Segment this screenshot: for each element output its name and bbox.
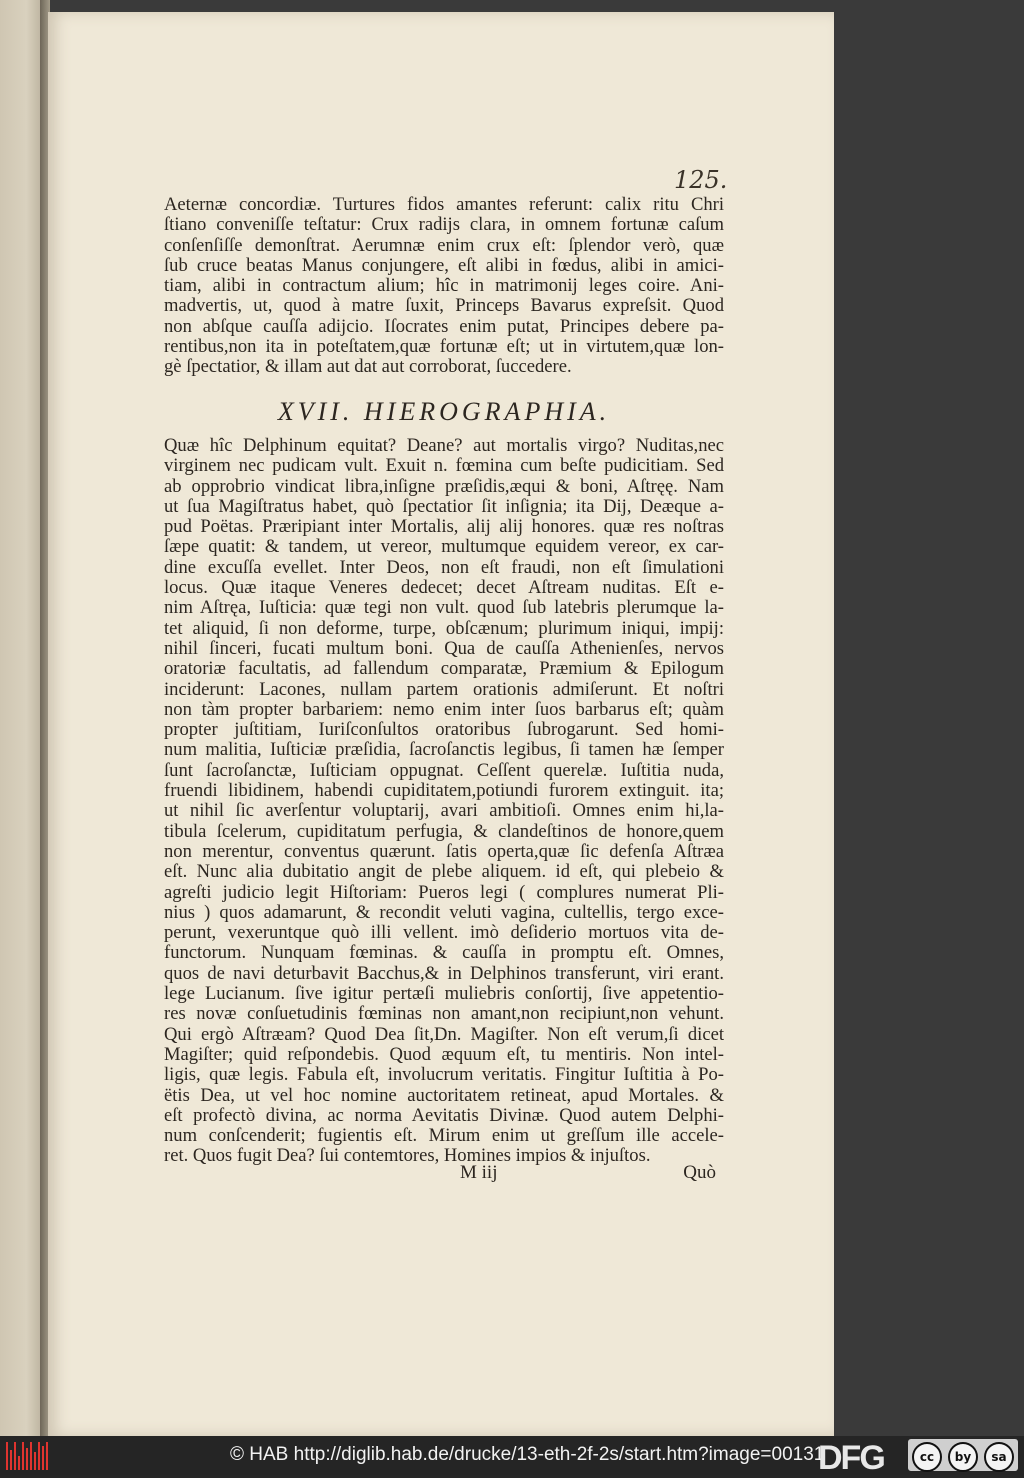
text-line: tibula ſcelerum, cupiditatum perfugia, & clandeſtinos de honore,quem bbox=[164, 820, 724, 842]
text-line: nim Aſtręa, Iuſticia: quæ tegi non vult. quod ſub latebris plerumque la- bbox=[164, 597, 724, 619]
dfg-logo[interactable]: DFG bbox=[818, 1439, 884, 1477]
share-alike-icon: sa bbox=[984, 1442, 1014, 1472]
text-line: non abſque cauſſa adijcio. Iſocrates enim putat, Principes debere pa- bbox=[164, 315, 724, 337]
text-line: locus. Quæ itaque Veneres dedecet; decet Aſtream nuditas. Eſt e- bbox=[164, 577, 724, 599]
text-line: gè ſpectatior, & illam aut dat aut corroborat, ſuccedere. bbox=[164, 356, 572, 378]
cc-icon: cc bbox=[912, 1442, 942, 1472]
text-line: functorum. Nunquam fœminas. & cauſſa in promptu eſt. Omnes, bbox=[164, 942, 724, 964]
text-line: inciderunt: Lacones, nullam partem orationis admiſerunt. Et noſtri bbox=[164, 678, 724, 700]
text-line: madvertis, ut, quod à matre ſuxit, Princeps Bavarus expreſsit. Quod bbox=[164, 295, 724, 317]
text-line: fruendi libidinem, habendi cupiditatem,potiundi furorem extinguit. ita; bbox=[164, 780, 724, 802]
text-line: ut nihil ſic averſentur voluptarij, avari ambitioſi. Omnes enim hi,la- bbox=[164, 800, 724, 822]
signature-mark: M iij bbox=[460, 1162, 498, 1183]
text-line: non tàm propter barbariem: nemo enim inter ſuos barbarus eſt; quàm bbox=[164, 698, 724, 720]
text-line: num conſcenderit; fugientis eſt. Mirum enim ut greſſum ille accele- bbox=[164, 1125, 724, 1147]
text-line: Magiſter; quid reſpondebis. Quod æquum eſt, tu mentiris. Non intel- bbox=[164, 1043, 724, 1065]
viewer-footer-bar bbox=[0, 1436, 1024, 1475]
text-line: Qui ergò Aſtræam? Quod Dea ſit,Dn. Magiſter. Non eſt verum,ſi dicet bbox=[164, 1023, 724, 1045]
text-line: Aeternæ concordiæ. Turtures fidos amantes referunt: calix ritu Chri bbox=[164, 194, 724, 215]
paragraph-1 bbox=[164, 195, 724, 378]
book-page bbox=[48, 12, 834, 1436]
text-line: pud Poëtas. Præripiant inter Mortalis, alij alij honores. quæ res noſtras bbox=[164, 516, 724, 538]
text-line: virginem nec pudicam vult. Exuit n. fœmina cum beſte pudicitiam. Sed bbox=[164, 455, 724, 477]
text-line: Quæ hîc Delphinum equitat? Deane? aut mortalis virgo? Nuditas,nec bbox=[164, 435, 724, 456]
text-line: quos de navi deturbavit Bacchus,& in Delphinos transferunt, viri erant. bbox=[164, 962, 724, 984]
text-line: ëtis Dea, ut vel hoc nomine auctoritatem retineat, apud Mortales. & bbox=[164, 1084, 724, 1106]
hab-logo-icon[interactable] bbox=[6, 1442, 48, 1470]
text-line: conſenſiſſe demonſtrat. Aerumnæ enim crux eſt: ſplendor verò, quæ bbox=[164, 234, 724, 256]
text-line: nihil ſinceri, fucati multum boni. Qua de cauſſa Athenienſes, nervos bbox=[164, 637, 724, 659]
by-attribution-icon: by bbox=[948, 1442, 978, 1472]
text-line: tet aliquid, ſi non deforme, turpe, obſcænum; plurimum iniqui, impij: bbox=[164, 617, 724, 639]
text-line: ret. Quos fugit Dea? ſui contemtores, Homines impios & injuſtos. bbox=[164, 1145, 651, 1167]
catchword: Quò bbox=[683, 1162, 716, 1183]
text-line: ſtiano conveniſſe teſtatur: Crux radijs clara, in omnem fortunæ caſum bbox=[164, 214, 724, 236]
text-line: ſub cruce beatas Manus conjungere, eſt alibi in fœdus, alibi in amici- bbox=[164, 254, 724, 276]
text-line: eſt. Nunc alia dubitatio angit de plebe aliquem. id eſt, qui plebeio & bbox=[164, 861, 724, 883]
page-number: 125. bbox=[674, 166, 728, 194]
text-line: lege Lucianum. ſive igitur pertæſi muliebris conſortij, ſive appetentio- bbox=[164, 983, 724, 1005]
text-line: nius ) quos adamarunt, & recondit veluti vagina, cultellis, tergo exce- bbox=[164, 901, 724, 923]
text-line: propter juſtitiam, Iuriſconſultos oratoribus ſubrogarunt. Sed homi- bbox=[164, 719, 724, 741]
text-line: oratoriæ facultatis, ad fallendum comparatæ, Præmium & Epilogum bbox=[164, 658, 724, 680]
section-heading: XVII. HIEROGRAPHIA. bbox=[277, 397, 611, 426]
text-line: tiam, alibi in contractum alium; hîc in matrimonij leges coire. Ani- bbox=[164, 275, 724, 297]
text-line: non merentur, conventus quærunt. ſatis operta,quæ ſic defenſa Aſtræa bbox=[164, 840, 724, 862]
copyright-link[interactable]: © HAB http://diglib.hab.de/drucke/13-eth-2f-2s/start.htm?image=00131 bbox=[230, 1444, 825, 1465]
text-line: eſt profectò divina, ac norma Aevitatis Divinæ. Quod autem Delphi- bbox=[164, 1104, 724, 1126]
text-line: perunt, vexeruntque quò illi vellent. imò deſiderio mortuos vita de- bbox=[164, 922, 724, 944]
previous-page-edge bbox=[0, 0, 44, 1436]
text-line: num malitia, Iuſticiæ præſidia, ſacroſanctis legibus, ſi tamen hæ ſemper bbox=[164, 739, 724, 761]
cc-license-badge[interactable] bbox=[908, 1439, 1018, 1471]
text-line: ut ſua Magiſtratus habet, quò ſpectatior ſit inſignia; ita Dij, Deæque a- bbox=[164, 495, 724, 517]
text-line: ſunt ſacroſanctæ, Iuſticiam oppugnat. Ceſſent querelæ. Iuſtitia nuda, bbox=[164, 759, 724, 781]
text-line: dine excuſſa evellet. Inter Deos, non eſt fraudi, non eſt ſimulationi bbox=[164, 556, 724, 578]
text-line: ab opprobrio vindicat libra,inſigne præſidis,æqui & boni, Aſtręę. Nam bbox=[164, 475, 724, 497]
text-line: ſæpe quatit: & tandem, ut vereor, multumque equidem vereor, ex car- bbox=[164, 536, 724, 558]
text-line: agreſti judicio legit Hiſtoriam: Pueros legi ( complures numerat Pli- bbox=[164, 881, 724, 903]
text-line: rentibus,non ita in poteſtatem,quæ fortunæ eſt; ut in virtutem,quæ lon- bbox=[164, 336, 724, 358]
text-line: ligis, quæ legis. Fabula eſt, involucrum veritatis. Fingitur Iuſtitia à Po- bbox=[164, 1064, 724, 1086]
text-line: res novæ conſuetudinis fœminas non amant,non recipiunt,non vehunt. bbox=[164, 1003, 724, 1025]
paragraph-2 bbox=[164, 436, 724, 1167]
